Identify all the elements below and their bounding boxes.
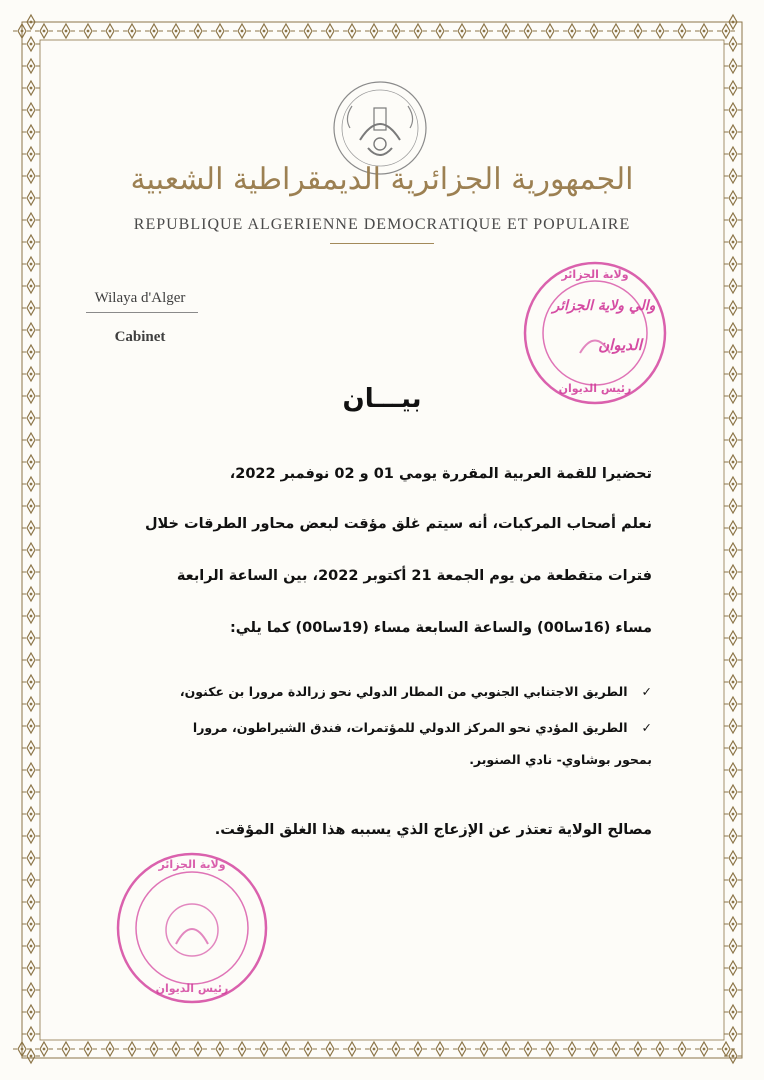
border-ornament (365, 24, 383, 38)
border-ornament (724, 917, 742, 931)
border-ornament (724, 301, 742, 315)
border-ornament (22, 279, 40, 293)
border-ornament (22, 873, 40, 887)
border-ornament (724, 697, 742, 711)
border-ornament (724, 719, 742, 733)
border-ornament (724, 147, 742, 161)
stamp-top-ring-text: ولاية الجزائر (561, 268, 629, 281)
border-ornament (629, 1042, 647, 1056)
border-ornament (387, 24, 405, 38)
notice-line: فترات متقطعة من يوم الجمعة 21 أكتوبر 2022، بين الساعة الرابعة (176, 568, 652, 584)
border-ornament (724, 741, 742, 755)
border-ornament (22, 697, 40, 711)
stamp-bottom-bottom-text: رئيس الديوان (155, 982, 229, 995)
border-ornament (724, 345, 742, 359)
title-arabic: الجمهورية الجزائرية الديمقراطية الشعبية (130, 162, 634, 197)
border-ornament (724, 983, 742, 997)
border-ornament (724, 169, 742, 183)
border-ornament (299, 24, 317, 38)
border-ornament (724, 279, 742, 293)
border-ornament (724, 763, 742, 777)
border-ornament (673, 1042, 691, 1056)
border-ornament (22, 213, 40, 227)
border-ornament (35, 1042, 53, 1056)
border-ornament (724, 213, 742, 227)
border-ornament (167, 1042, 185, 1056)
border-ornament (22, 235, 40, 249)
border-ornament (475, 24, 493, 38)
border-ornament (22, 301, 40, 315)
official-seal-icon (520, 258, 670, 408)
border-ornament (724, 961, 742, 975)
border-ornament (189, 24, 207, 38)
border-ornament (724, 433, 742, 447)
border-ornament (453, 24, 471, 38)
border-ornament (22, 147, 40, 161)
border-ornament (22, 257, 40, 271)
title-french: REPUBLIQUE ALGERIENNE DEMOCRATIQUE ET POPULAIRE (133, 216, 631, 233)
border-ornament (22, 543, 40, 557)
border-ornament (22, 675, 40, 689)
border-ornament (724, 455, 742, 469)
border-ornament (563, 1042, 581, 1056)
list-item (72, 684, 652, 699)
checkmark-icon: ✓ (641, 684, 652, 699)
notice-line: نعلم أصحاب المركبات، أنه سيتم غلق مؤقت لبعض محاور الطرقات خلال (144, 516, 652, 532)
border-ornament (22, 565, 40, 579)
border-ornament (22, 521, 40, 535)
border-ornament (585, 24, 603, 38)
border-ornament (724, 807, 742, 821)
border-ornament (22, 741, 40, 755)
notice-line: تحضيرا للقمة العربية المقررة يومي 01 و 02 نوفمبر 2022، (229, 466, 652, 482)
border-ornament (22, 939, 40, 953)
border-ornament (695, 24, 713, 38)
border-ornament (277, 24, 295, 38)
border-ornament (277, 1042, 295, 1056)
notice-heading: بيـــان (342, 384, 422, 414)
list-item-text: الطريق الاجتنابي الجنوبي من المطار الدولي نحو زرالدة مرورا بن عكنون، (179, 684, 628, 699)
border-ornament (22, 895, 40, 909)
border-ornament (22, 961, 40, 975)
border-ornament (22, 389, 40, 403)
border-ornament (724, 477, 742, 491)
border-ornament (607, 1042, 625, 1056)
border-ornament (695, 1042, 713, 1056)
border-ornament (724, 15, 742, 29)
list-item-text: الطريق المؤدي نحو المركز الدولي للمؤتمرات، فندق الشيراطون، مرورا (192, 720, 628, 735)
border-ornament (57, 24, 75, 38)
border-ornament (211, 24, 229, 38)
border-ornament (585, 1042, 603, 1056)
border-ornament (724, 609, 742, 623)
border-ornament (22, 125, 40, 139)
border-ornament (724, 103, 742, 117)
border-ornament (22, 169, 40, 183)
border-ornament (22, 807, 40, 821)
stamp-bottom-ring-text: ولاية الجزائر (158, 858, 226, 871)
checkmark-icon: ✓ (641, 720, 652, 735)
border-ornament (724, 37, 742, 51)
border-ornament (22, 477, 40, 491)
border-ornament (541, 24, 559, 38)
border-ornament (497, 1042, 515, 1056)
border-ornament (724, 829, 742, 843)
border-ornament (79, 24, 97, 38)
border-ornament (724, 1049, 742, 1063)
border-ornament (651, 1042, 669, 1056)
stamp-top-bottom-text: رئيس الديوان (558, 382, 632, 395)
border-ornament (724, 631, 742, 645)
border-ornament (22, 609, 40, 623)
border-ornament (724, 191, 742, 205)
border-ornament (724, 389, 742, 403)
list-item-continuation: بمحور بوشاوي- نادي الصنوبر. (469, 752, 652, 767)
signature-line-1: والي ولاية الجزائر (552, 298, 656, 314)
border-ornament (22, 433, 40, 447)
border-ornament (22, 191, 40, 205)
border-ornament (22, 455, 40, 469)
border-ornament (299, 1042, 317, 1056)
border-ornament (145, 24, 163, 38)
wilaya-underline (86, 312, 198, 313)
border-ornament (724, 411, 742, 425)
border-ornament (475, 1042, 493, 1056)
border-ornament (343, 1042, 361, 1056)
border-ornament (22, 763, 40, 777)
list-item (72, 720, 652, 735)
border-ornament (233, 24, 251, 38)
border-ornament (22, 103, 40, 117)
border-ornament (453, 1042, 471, 1056)
border-ornament (387, 1042, 405, 1056)
border-ornament (22, 345, 40, 359)
border-ornament (724, 543, 742, 557)
border-ornament (255, 24, 273, 38)
border-ornament (717, 1042, 735, 1056)
border-ornament (22, 983, 40, 997)
border-ornament (22, 653, 40, 667)
border-ornament (409, 24, 427, 38)
border-ornament (724, 1005, 742, 1019)
border-ornament (724, 257, 742, 271)
border-ornament (101, 1042, 119, 1056)
border-ornament (22, 1027, 40, 1041)
border-ornament (409, 1042, 427, 1056)
notice-line: مساء (16سا00) والساعة السابعة مساء (19سا00) كما يلي: (229, 620, 652, 636)
border-ornament (22, 367, 40, 381)
border-ornament (79, 1042, 97, 1056)
border-ornament (724, 895, 742, 909)
border-ornament (123, 1042, 141, 1056)
border-ornament (22, 1005, 40, 1019)
border-ornament (22, 59, 40, 73)
border-ornament (321, 1042, 339, 1056)
title-underline (330, 243, 434, 244)
border-ornament (22, 81, 40, 95)
border-ornament (724, 81, 742, 95)
border-ornament (724, 785, 742, 799)
border-ornament (724, 235, 742, 249)
border-ornament (431, 1042, 449, 1056)
border-ornament (101, 24, 119, 38)
border-ornament (365, 1042, 383, 1056)
border-ornament (497, 24, 515, 38)
border-ornament (321, 24, 339, 38)
border-ornament (22, 587, 40, 601)
border-ornament (724, 521, 742, 535)
signature-line-2: الديوان (598, 336, 642, 354)
border-ornament (541, 1042, 559, 1056)
border-ornament (123, 24, 141, 38)
border-ornament (724, 653, 742, 667)
border-ornament (724, 125, 742, 139)
border-ornament (189, 1042, 207, 1056)
border-ornament (724, 939, 742, 953)
cabinet-label: Cabinet (114, 329, 166, 345)
border-ornament (22, 917, 40, 931)
border-ornament (724, 851, 742, 865)
border-ornament (563, 24, 581, 38)
border-ornament (607, 24, 625, 38)
border-ornament (22, 785, 40, 799)
border-ornament (22, 851, 40, 865)
border-ornament (22, 323, 40, 337)
border-ornament (22, 15, 40, 29)
border-ornament (35, 24, 53, 38)
border-ornament (22, 719, 40, 733)
border-ornament (724, 675, 742, 689)
border-ornament (22, 829, 40, 843)
border-ornament (22, 411, 40, 425)
border-ornament (167, 24, 185, 38)
border-ornament (431, 24, 449, 38)
official-seal-icon (112, 848, 272, 1008)
border-ornament (724, 873, 742, 887)
border-ornament (343, 24, 361, 38)
border-ornament (519, 24, 537, 38)
border-ornament (629, 24, 647, 38)
border-ornament (255, 1042, 273, 1056)
closing-statement: مصالح الولاية تعتذر عن الإزعاج الذي يسببه هذا الغلق المؤقت. (214, 822, 652, 838)
border-ornament (519, 1042, 537, 1056)
border-ornament (724, 1027, 742, 1041)
border-ornament (22, 631, 40, 645)
border-ornament (724, 323, 742, 337)
border-ornament (57, 1042, 75, 1056)
wilaya-label: Wilaya d'Alger (94, 290, 186, 306)
border-ornament (717, 24, 735, 38)
border-ornament (724, 587, 742, 601)
border-ornament (724, 59, 742, 73)
border-ornament (233, 1042, 251, 1056)
border-ornament (22, 499, 40, 513)
border-ornament (724, 565, 742, 579)
border-ornament (22, 37, 40, 51)
border-ornament (724, 499, 742, 513)
border-ornament (145, 1042, 163, 1056)
border-ornament (724, 367, 742, 381)
border-ornament (673, 24, 691, 38)
border-ornament (211, 1042, 229, 1056)
border-ornament (651, 24, 669, 38)
